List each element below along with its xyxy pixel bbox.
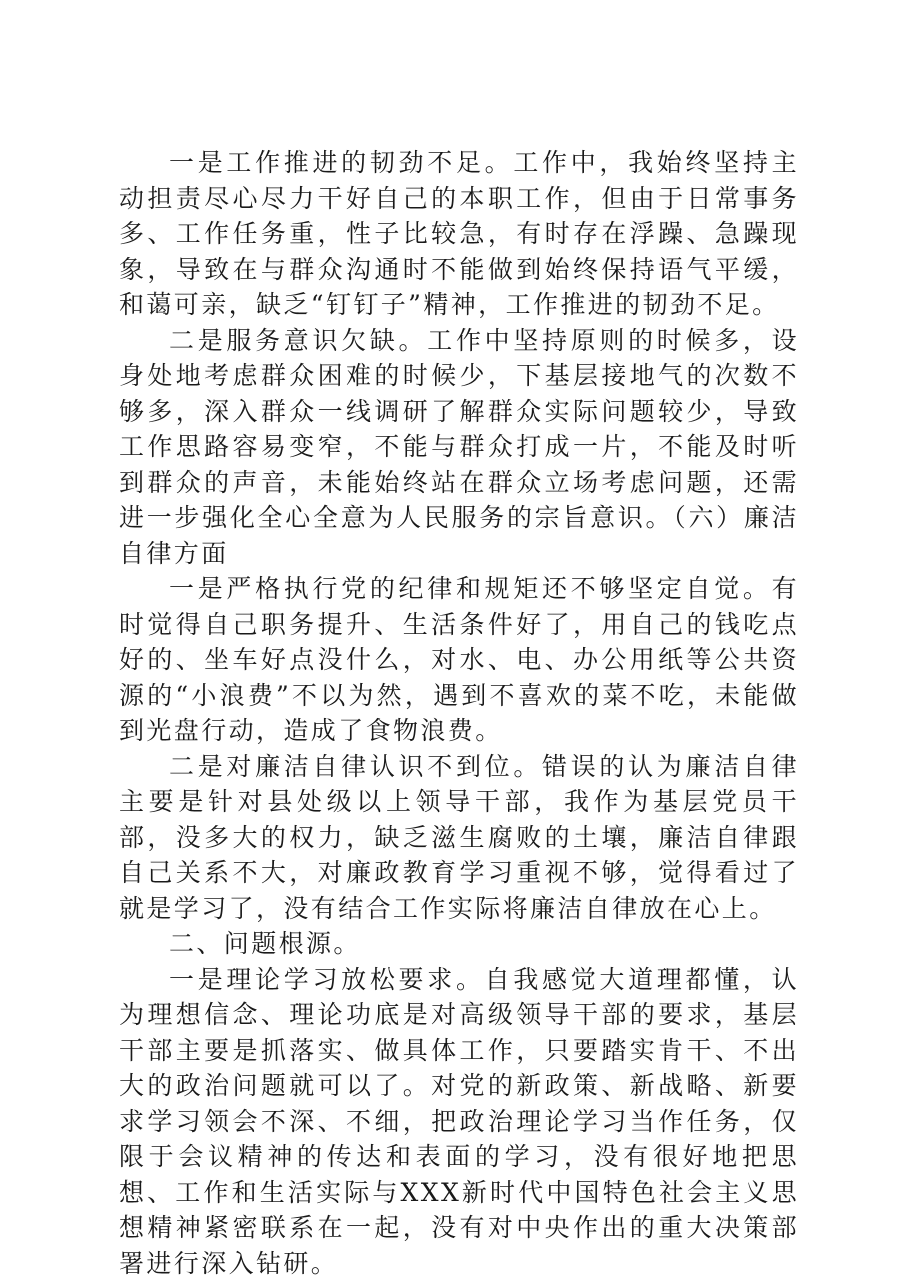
paragraph-theory-study: 一是理论学习放松要求。自我感觉大道理都懂，认为理想信念、理论功底是对高级领导干部的要求，基层干部主要是抓落实、做具体工作，只要踏实肯干、不出大的政治问题就可以了。对党的新政策、新战略、新要求学习领会不深、不细，把政治理论学习当作任务，仅限于会议精神的传达和表面的学习，没有很好地把思想、工作和生活实际与XXX新时代中国特色社会主义思想精神紧密联系在一起，没有对中央作出的重大决策部署进行深入钻研。: [119, 964, 799, 1278]
document-body: [119, 145, 799, 1281]
paragraph-service-awareness: 二是服务意识欠缺。工作中坚持原则的时候多，设身处地考虑群众困难的时候少，下基层接地气的次数不够多，深入群众一线调研了解群众实际问题较少，导致工作思路容易变窄，不能与群众打成一片，不能及时听到群众的声音，未能始终站在群众立场考虑问题，还需进一步强化全心全意为人民服务的宗旨意识。（六）廉洁自律方面: [119, 325, 799, 568]
paragraph-integrity-awareness: 二是对廉洁自律认识不到位。错误的认为廉洁自律主要是针对县处级以上领导干部，我作为基层党员干部，没多大的权力，缺乏滋生腐败的土壤，廉洁自律跟自己关系不大，对廉政教育学习重视不够，觉得看过了就是学习了，没有结合工作实际将廉洁自律放在心上。: [119, 751, 799, 923]
paragraph-party-discipline: 一是严格执行党的纪律和规矩还不够坚定自觉。有时觉得自己职务提升、生活条件好了，用自己的钱吃点好的、坐车好点没什么，对水、电、办公用纸等公共资源的“小浪费”不以为然，遇到不喜欢的菜不吃，未能做到光盘行动，造成了食物浪费。: [119, 574, 799, 745]
paragraph-work-tenacity: 一是工作推进的韧劲不足。工作中，我始终坚持主动担责尽心尽力干好自己的本职工作，但由于日常事务多、工作任务重，性子比较急，有时存在浮躁、急躁现象，导致在与群众沟通时不能做到始终保持语气平缓，和蔼可亲，缺乏“钉钉子”精神，工作推进的韧劲不足。: [119, 148, 799, 319]
section-heading-problem-roots: 二、问题根源。: [169, 929, 361, 958]
